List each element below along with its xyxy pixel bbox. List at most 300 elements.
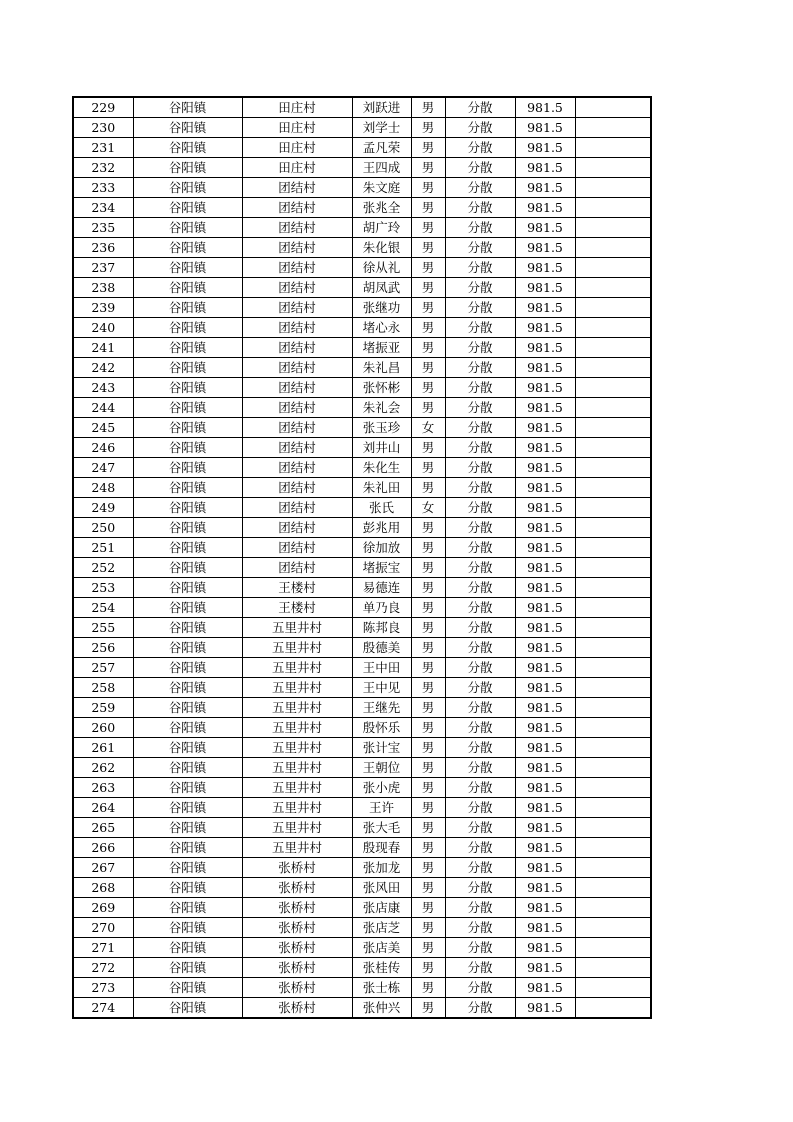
table-row	[73, 158, 651, 178]
support-type-cell: 分散	[445, 438, 515, 458]
village-cell: 张桥村	[242, 978, 352, 998]
row-number-cell: 251	[73, 538, 133, 558]
name-cell: 张士栋	[352, 978, 411, 998]
support-type-cell: 分散	[445, 938, 515, 958]
name-cell: 张怀彬	[352, 378, 411, 398]
table-row	[73, 938, 651, 958]
village-cell: 田庄村	[242, 138, 352, 158]
amount-cell: 981.5	[515, 178, 575, 198]
gender-cell: 男	[411, 258, 445, 278]
support-type-cell: 分散	[445, 638, 515, 658]
row-number-cell: 274	[73, 998, 133, 1019]
gender-cell: 男	[411, 198, 445, 218]
table-row	[73, 858, 651, 878]
gender-cell: 男	[411, 938, 445, 958]
town-cell: 谷阳镇	[133, 458, 242, 478]
table-row	[73, 718, 651, 738]
support-type-cell: 分散	[445, 97, 515, 118]
row-number-cell: 240	[73, 318, 133, 338]
town-cell: 谷阳镇	[133, 478, 242, 498]
town-cell: 谷阳镇	[133, 118, 242, 138]
town-cell: 谷阳镇	[133, 638, 242, 658]
town-cell: 谷阳镇	[133, 578, 242, 598]
remark-cell	[575, 998, 651, 1019]
remark-cell	[575, 578, 651, 598]
amount-cell: 981.5	[515, 918, 575, 938]
name-cell: 张加龙	[352, 858, 411, 878]
row-number-cell: 272	[73, 958, 133, 978]
village-cell: 张桥村	[242, 858, 352, 878]
row-number-cell: 248	[73, 478, 133, 498]
village-cell: 张桥村	[242, 938, 352, 958]
table-row	[73, 558, 651, 578]
remark-cell	[575, 518, 651, 538]
remark-cell	[575, 538, 651, 558]
amount-cell: 981.5	[515, 638, 575, 658]
gender-cell: 男	[411, 698, 445, 718]
town-cell: 谷阳镇	[133, 358, 242, 378]
table-row	[73, 398, 651, 418]
name-cell: 王继先	[352, 698, 411, 718]
town-cell: 谷阳镇	[133, 218, 242, 238]
row-number-cell: 229	[73, 97, 133, 118]
support-type-cell: 分散	[445, 718, 515, 738]
table-row	[73, 198, 651, 218]
remark-cell	[575, 218, 651, 238]
village-cell: 团结村	[242, 438, 352, 458]
remark-cell	[575, 918, 651, 938]
village-cell: 团结村	[242, 478, 352, 498]
name-cell: 张大毛	[352, 818, 411, 838]
gender-cell: 男	[411, 118, 445, 138]
remark-cell	[575, 238, 651, 258]
gender-cell: 男	[411, 438, 445, 458]
row-number-cell: 268	[73, 878, 133, 898]
name-cell: 张兆全	[352, 198, 411, 218]
town-cell: 谷阳镇	[133, 998, 242, 1019]
support-type-cell: 分散	[445, 538, 515, 558]
gender-cell: 男	[411, 518, 445, 538]
name-cell: 堵心永	[352, 318, 411, 338]
village-cell: 团结村	[242, 518, 352, 538]
gender-cell: 男	[411, 178, 445, 198]
name-cell: 王中见	[352, 678, 411, 698]
name-cell: 张店康	[352, 898, 411, 918]
remark-cell	[575, 398, 651, 418]
support-type-cell: 分散	[445, 218, 515, 238]
row-number-cell: 270	[73, 918, 133, 938]
remark-cell	[575, 978, 651, 998]
gender-cell: 男	[411, 378, 445, 398]
name-cell: 殷现春	[352, 838, 411, 858]
village-cell: 团结村	[242, 378, 352, 398]
roster-body	[73, 97, 651, 1018]
village-cell: 五里井村	[242, 698, 352, 718]
gender-cell: 男	[411, 598, 445, 618]
table-row	[73, 258, 651, 278]
name-cell: 单乃良	[352, 598, 411, 618]
support-type-cell: 分散	[445, 598, 515, 618]
support-type-cell: 分散	[445, 378, 515, 398]
amount-cell: 981.5	[515, 618, 575, 638]
town-cell: 谷阳镇	[133, 618, 242, 638]
name-cell: 陈邦良	[352, 618, 411, 638]
town-cell: 谷阳镇	[133, 198, 242, 218]
gender-cell: 女	[411, 418, 445, 438]
row-number-cell: 267	[73, 858, 133, 878]
name-cell: 张仲兴	[352, 998, 411, 1019]
remark-cell	[575, 658, 651, 678]
remark-cell	[575, 198, 651, 218]
amount-cell: 981.5	[515, 118, 575, 138]
support-type-cell: 分散	[445, 318, 515, 338]
table-row	[73, 738, 651, 758]
town-cell: 谷阳镇	[133, 758, 242, 778]
support-type-cell: 分散	[445, 198, 515, 218]
remark-cell	[575, 338, 651, 358]
table-row	[73, 218, 651, 238]
amount-cell: 981.5	[515, 438, 575, 458]
amount-cell: 981.5	[515, 218, 575, 238]
town-cell: 谷阳镇	[133, 958, 242, 978]
amount-cell: 981.5	[515, 198, 575, 218]
amount-cell: 981.5	[515, 858, 575, 878]
row-number-cell: 234	[73, 198, 133, 218]
town-cell: 谷阳镇	[133, 558, 242, 578]
support-type-cell: 分散	[445, 258, 515, 278]
remark-cell	[575, 758, 651, 778]
name-cell: 朱礼田	[352, 478, 411, 498]
name-cell: 胡凤武	[352, 278, 411, 298]
name-cell: 张店芝	[352, 918, 411, 938]
village-cell: 团结村	[242, 258, 352, 278]
name-cell: 朱化生	[352, 458, 411, 478]
amount-cell: 981.5	[515, 518, 575, 538]
row-number-cell: 237	[73, 258, 133, 278]
remark-cell	[575, 938, 651, 958]
town-cell: 谷阳镇	[133, 378, 242, 398]
remark-cell	[575, 418, 651, 438]
gender-cell: 男	[411, 978, 445, 998]
gender-cell: 女	[411, 498, 445, 518]
gender-cell: 男	[411, 658, 445, 678]
table-row	[73, 438, 651, 458]
table-row	[73, 758, 651, 778]
remark-cell	[575, 358, 651, 378]
remark-cell	[575, 618, 651, 638]
row-number-cell: 257	[73, 658, 133, 678]
gender-cell: 男	[411, 238, 445, 258]
town-cell: 谷阳镇	[133, 898, 242, 918]
row-number-cell: 239	[73, 298, 133, 318]
amount-cell: 981.5	[515, 718, 575, 738]
town-cell: 谷阳镇	[133, 878, 242, 898]
table-row	[73, 958, 651, 978]
table-row	[73, 818, 651, 838]
table-row	[73, 918, 651, 938]
village-cell: 田庄村	[242, 118, 352, 138]
village-cell: 王楼村	[242, 578, 352, 598]
gender-cell: 男	[411, 638, 445, 658]
table-row	[73, 498, 651, 518]
amount-cell: 981.5	[515, 878, 575, 898]
table-row	[73, 538, 651, 558]
gender-cell: 男	[411, 97, 445, 118]
remark-cell	[575, 818, 651, 838]
support-type-cell: 分散	[445, 698, 515, 718]
gender-cell: 男	[411, 958, 445, 978]
gender-cell: 男	[411, 578, 445, 598]
support-type-cell: 分散	[445, 138, 515, 158]
village-cell: 五里井村	[242, 798, 352, 818]
amount-cell: 981.5	[515, 538, 575, 558]
amount-cell: 981.5	[515, 658, 575, 678]
town-cell: 谷阳镇	[133, 298, 242, 318]
remark-cell	[575, 898, 651, 918]
amount-cell: 981.5	[515, 498, 575, 518]
remark-cell	[575, 718, 651, 738]
gender-cell: 男	[411, 558, 445, 578]
name-cell: 张风田	[352, 878, 411, 898]
amount-cell: 981.5	[515, 418, 575, 438]
remark-cell	[575, 878, 651, 898]
remark-cell	[575, 378, 651, 398]
name-cell: 朱礼昌	[352, 358, 411, 378]
row-number-cell: 269	[73, 898, 133, 918]
name-cell: 堵振宝	[352, 558, 411, 578]
village-cell: 王楼村	[242, 598, 352, 618]
village-cell: 张桥村	[242, 878, 352, 898]
amount-cell: 981.5	[515, 238, 575, 258]
row-number-cell: 247	[73, 458, 133, 478]
remark-cell	[575, 958, 651, 978]
town-cell: 谷阳镇	[133, 398, 242, 418]
village-cell: 团结村	[242, 418, 352, 438]
village-cell: 五里井村	[242, 838, 352, 858]
amount-cell: 981.5	[515, 758, 575, 778]
town-cell: 谷阳镇	[133, 418, 242, 438]
amount-cell: 981.5	[515, 318, 575, 338]
amount-cell: 981.5	[515, 138, 575, 158]
name-cell: 张玉珍	[352, 418, 411, 438]
gender-cell: 男	[411, 758, 445, 778]
town-cell: 谷阳镇	[133, 738, 242, 758]
row-number-cell: 238	[73, 278, 133, 298]
remark-cell	[575, 258, 651, 278]
name-cell: 胡广玲	[352, 218, 411, 238]
remark-cell	[575, 97, 651, 118]
remark-cell	[575, 138, 651, 158]
gender-cell: 男	[411, 898, 445, 918]
support-type-cell: 分散	[445, 818, 515, 838]
gender-cell: 男	[411, 838, 445, 858]
document-sheet	[72, 96, 652, 1019]
town-cell: 谷阳镇	[133, 778, 242, 798]
table-row	[73, 698, 651, 718]
remark-cell	[575, 698, 651, 718]
village-cell: 团结村	[242, 538, 352, 558]
amount-cell: 981.5	[515, 97, 575, 118]
name-cell: 王许	[352, 798, 411, 818]
town-cell: 谷阳镇	[133, 818, 242, 838]
name-cell: 王朝位	[352, 758, 411, 778]
row-number-cell: 260	[73, 718, 133, 738]
amount-cell: 981.5	[515, 778, 575, 798]
row-number-cell: 266	[73, 838, 133, 858]
amount-cell: 981.5	[515, 358, 575, 378]
name-cell: 彭兆用	[352, 518, 411, 538]
support-type-cell: 分散	[445, 558, 515, 578]
amount-cell: 981.5	[515, 338, 575, 358]
row-number-cell: 244	[73, 398, 133, 418]
row-number-cell: 246	[73, 438, 133, 458]
row-number-cell: 271	[73, 938, 133, 958]
amount-cell: 981.5	[515, 278, 575, 298]
row-number-cell: 264	[73, 798, 133, 818]
village-cell: 张桥村	[242, 918, 352, 938]
amount-cell: 981.5	[515, 478, 575, 498]
table-row	[73, 138, 651, 158]
gender-cell: 男	[411, 778, 445, 798]
table-row	[73, 658, 651, 678]
town-cell: 谷阳镇	[133, 498, 242, 518]
village-cell: 团结村	[242, 358, 352, 378]
support-type-cell: 分散	[445, 798, 515, 818]
gender-cell: 男	[411, 878, 445, 898]
village-cell: 五里井村	[242, 658, 352, 678]
support-type-cell: 分散	[445, 278, 515, 298]
name-cell: 刘跃进	[352, 97, 411, 118]
amount-cell: 981.5	[515, 818, 575, 838]
name-cell: 朱文庭	[352, 178, 411, 198]
village-cell: 五里井村	[242, 778, 352, 798]
support-type-cell: 分散	[445, 838, 515, 858]
table-row	[73, 378, 651, 398]
table-row	[73, 578, 651, 598]
gender-cell: 男	[411, 998, 445, 1019]
name-cell: 殷德美	[352, 638, 411, 658]
town-cell: 谷阳镇	[133, 518, 242, 538]
town-cell: 谷阳镇	[133, 718, 242, 738]
row-number-cell: 245	[73, 418, 133, 438]
gender-cell: 男	[411, 478, 445, 498]
gender-cell: 男	[411, 718, 445, 738]
support-type-cell: 分散	[445, 458, 515, 478]
remark-cell	[575, 778, 651, 798]
support-type-cell: 分散	[445, 338, 515, 358]
support-type-cell: 分散	[445, 578, 515, 598]
table-row	[73, 678, 651, 698]
amount-cell: 981.5	[515, 298, 575, 318]
town-cell: 谷阳镇	[133, 678, 242, 698]
village-cell: 团结村	[242, 198, 352, 218]
row-number-cell: 261	[73, 738, 133, 758]
support-type-cell: 分散	[445, 178, 515, 198]
name-cell: 朱礼会	[352, 398, 411, 418]
support-type-cell: 分散	[445, 478, 515, 498]
row-number-cell: 249	[73, 498, 133, 518]
row-number-cell: 253	[73, 578, 133, 598]
name-cell: 张小虎	[352, 778, 411, 798]
amount-cell: 981.5	[515, 998, 575, 1019]
support-type-cell: 分散	[445, 298, 515, 318]
row-number-cell: 273	[73, 978, 133, 998]
support-type-cell: 分散	[445, 658, 515, 678]
table-row	[73, 418, 651, 438]
name-cell: 张店美	[352, 938, 411, 958]
town-cell: 谷阳镇	[133, 798, 242, 818]
gender-cell: 男	[411, 318, 445, 338]
row-number-cell: 231	[73, 138, 133, 158]
table-row	[73, 618, 651, 638]
table-row	[73, 778, 651, 798]
support-type-cell: 分散	[445, 418, 515, 438]
remark-cell	[575, 498, 651, 518]
support-type-cell: 分散	[445, 858, 515, 878]
name-cell: 朱化银	[352, 238, 411, 258]
amount-cell: 981.5	[515, 798, 575, 818]
village-cell: 五里井村	[242, 758, 352, 778]
row-number-cell: 258	[73, 678, 133, 698]
village-cell: 张桥村	[242, 998, 352, 1019]
remark-cell	[575, 438, 651, 458]
town-cell: 谷阳镇	[133, 598, 242, 618]
remark-cell	[575, 178, 651, 198]
remark-cell	[575, 678, 651, 698]
support-type-cell: 分散	[445, 998, 515, 1019]
town-cell: 谷阳镇	[133, 978, 242, 998]
gender-cell: 男	[411, 458, 445, 478]
table-row	[73, 458, 651, 478]
remark-cell	[575, 798, 651, 818]
gender-cell: 男	[411, 298, 445, 318]
table-row	[73, 478, 651, 498]
row-number-cell: 243	[73, 378, 133, 398]
village-cell: 团结村	[242, 218, 352, 238]
remark-cell	[575, 858, 651, 878]
town-cell: 谷阳镇	[133, 858, 242, 878]
name-cell: 殷怀乐	[352, 718, 411, 738]
name-cell: 刘学士	[352, 118, 411, 138]
amount-cell: 981.5	[515, 958, 575, 978]
table-row	[73, 118, 651, 138]
name-cell: 张桂传	[352, 958, 411, 978]
remark-cell	[575, 558, 651, 578]
village-cell: 团结村	[242, 338, 352, 358]
gender-cell: 男	[411, 338, 445, 358]
town-cell: 谷阳镇	[133, 918, 242, 938]
table-row	[73, 318, 651, 338]
table-row	[73, 998, 651, 1019]
town-cell: 谷阳镇	[133, 538, 242, 558]
table-row	[73, 518, 651, 538]
gender-cell: 男	[411, 918, 445, 938]
amount-cell: 981.5	[515, 698, 575, 718]
name-cell: 张计宝	[352, 738, 411, 758]
support-type-cell: 分散	[445, 158, 515, 178]
table-row	[73, 638, 651, 658]
village-cell: 团结村	[242, 178, 352, 198]
table-row	[73, 298, 651, 318]
remark-cell	[575, 458, 651, 478]
support-type-cell: 分散	[445, 758, 515, 778]
village-cell: 五里井村	[242, 718, 352, 738]
town-cell: 谷阳镇	[133, 238, 242, 258]
gender-cell: 男	[411, 538, 445, 558]
name-cell: 王四成	[352, 158, 411, 178]
amount-cell: 981.5	[515, 938, 575, 958]
row-number-cell: 232	[73, 158, 133, 178]
